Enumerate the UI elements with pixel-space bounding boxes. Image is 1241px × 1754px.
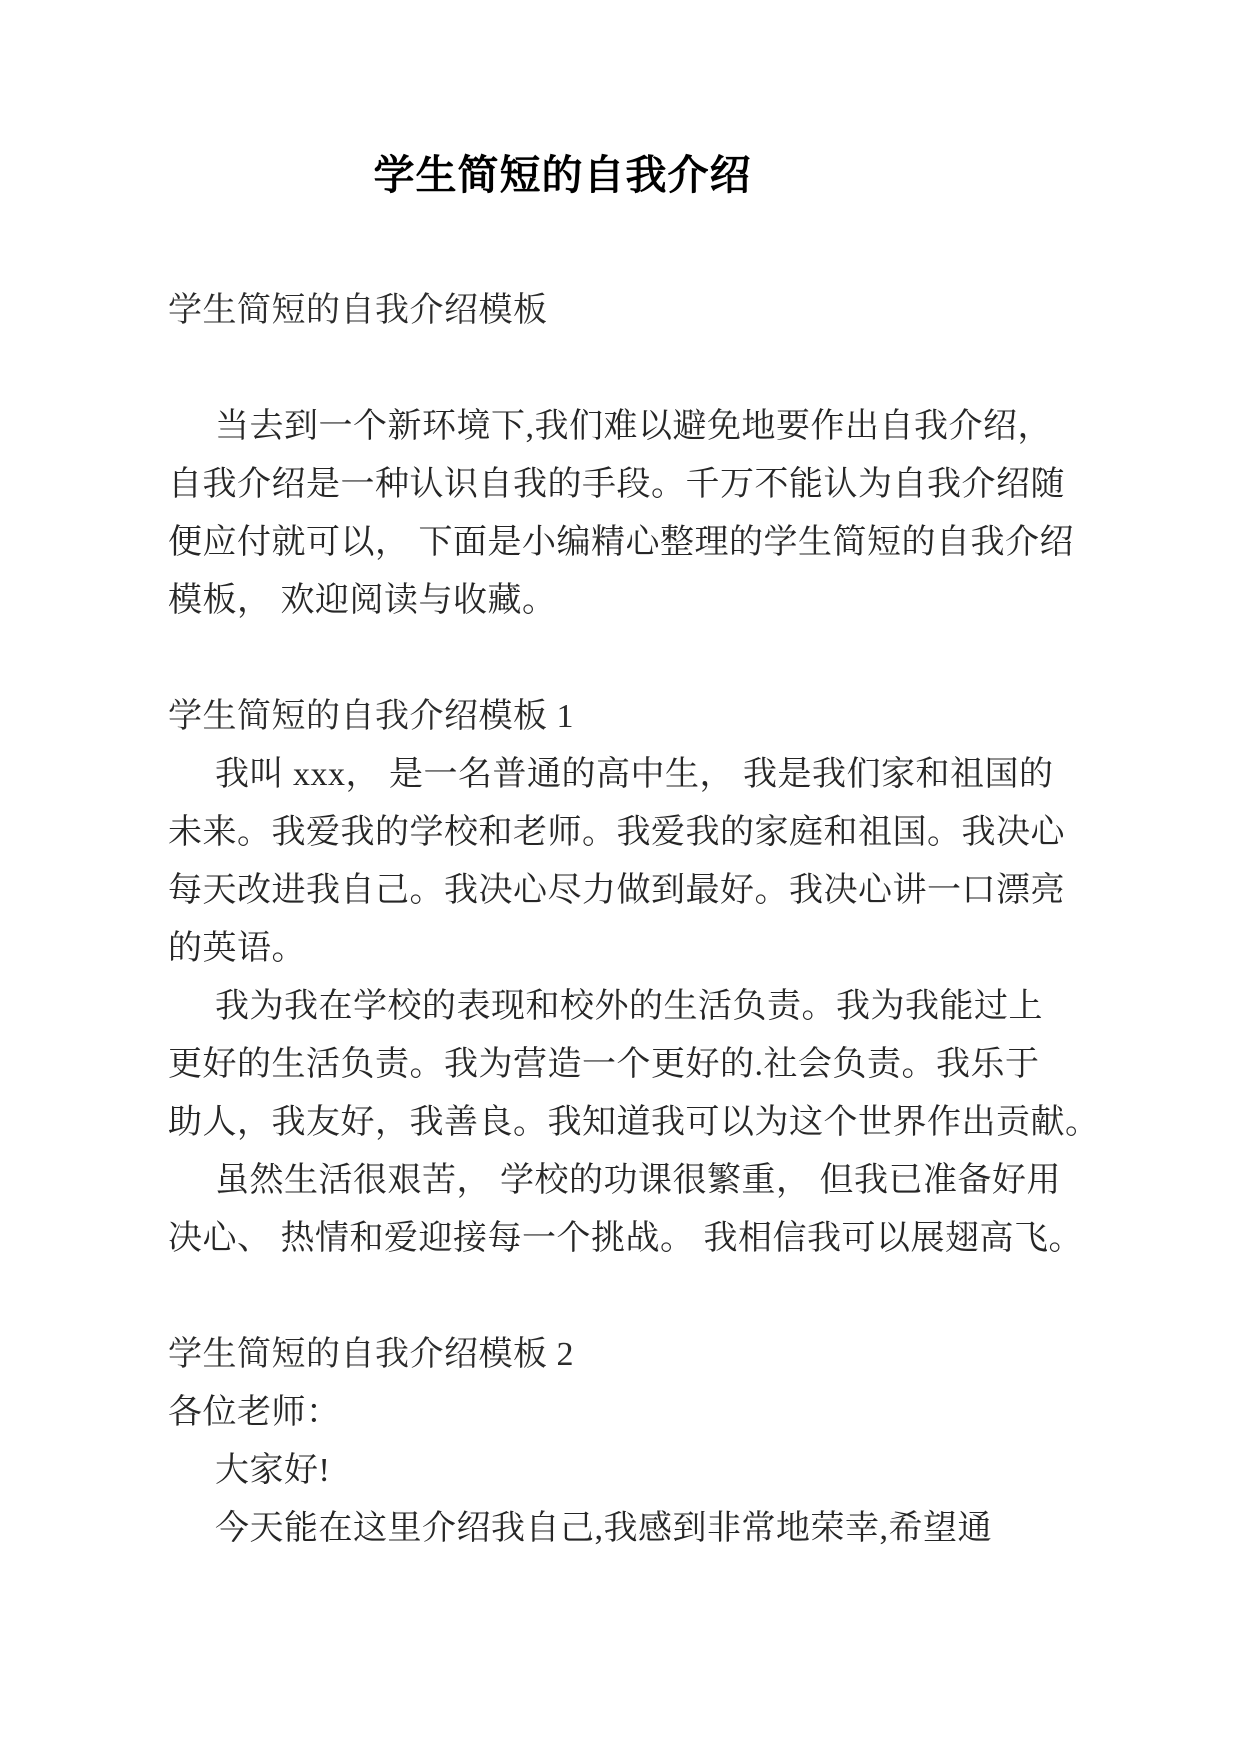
paragraph <box>168 978 1100 1152</box>
text-line: 的英语。 <box>168 930 306 967</box>
paragraph <box>168 1152 1091 1268</box>
text-line: 各位老师： <box>168 1394 341 1431</box>
paragraph <box>168 1442 1091 1500</box>
text-line: 更好的生活负责。我为营造一个更好的.社会负责。我乐于 <box>168 1046 1040 1083</box>
text-line: 我叫 xxx， 是一名普通的高中生， 我是我们家和祖国的 <box>215 756 1054 793</box>
paragraph <box>168 1500 1091 1558</box>
document-body <box>0 282 1241 1558</box>
text-line: 决心、 热情和爱迎接每一个挑战。 我相信我可以展翅高飞。 <box>168 1220 1083 1257</box>
section-heading <box>168 1326 1091 1384</box>
text-line: 我为我在学校的表现和校外的生活负责。我为我能过上 <box>215 988 1043 1025</box>
text-line: 助人，我友好，我善良。我知道我可以为这个世界作出贡献。 <box>168 1104 1100 1141</box>
text-line: 学生简短的自我介绍模板 <box>168 292 548 329</box>
paragraph <box>168 1384 1091 1442</box>
paragraph <box>168 398 1091 630</box>
paragraph <box>168 746 1091 978</box>
text-line: 便应付就可以， 下面是小编精心整理的学生简短的自我介绍 <box>168 524 1074 561</box>
text-line: 今天能在这里介绍我自己,我感到非常地荣幸,希望通 <box>215 1510 992 1547</box>
text-line: 自我介绍是一种认识自我的手段。千万不能认为自我介绍随 <box>168 466 1065 503</box>
text-line: 当去到一个新环境下,我们难以避免地要作出自我介绍， <box>215 408 1052 445</box>
text-line: 虽然生活很艰苦， 学校的功课很繁重， 但我已准备好用 <box>215 1162 1061 1199</box>
document-title: 学生简短的自我介绍 <box>373 152 752 198</box>
text-line: 每天改进我自己。我决心尽力做到最好。我决心讲一口漂亮 <box>168 872 1065 909</box>
section-heading <box>168 282 1091 340</box>
text-line: 学生简短的自我介绍模板 1 <box>168 698 574 735</box>
text-line: 未来。我爱我的学校和老师。我爱我的家庭和祖国。我决心 <box>168 814 1065 851</box>
text-line: 学生简短的自我介绍模板 2 <box>168 1336 574 1373</box>
title-block <box>0 0 1241 204</box>
section-heading <box>168 688 1091 746</box>
text-line: 大家好! <box>215 1452 331 1489</box>
text-line: 模板， 欢迎阅读与收藏。 <box>168 582 557 619</box>
